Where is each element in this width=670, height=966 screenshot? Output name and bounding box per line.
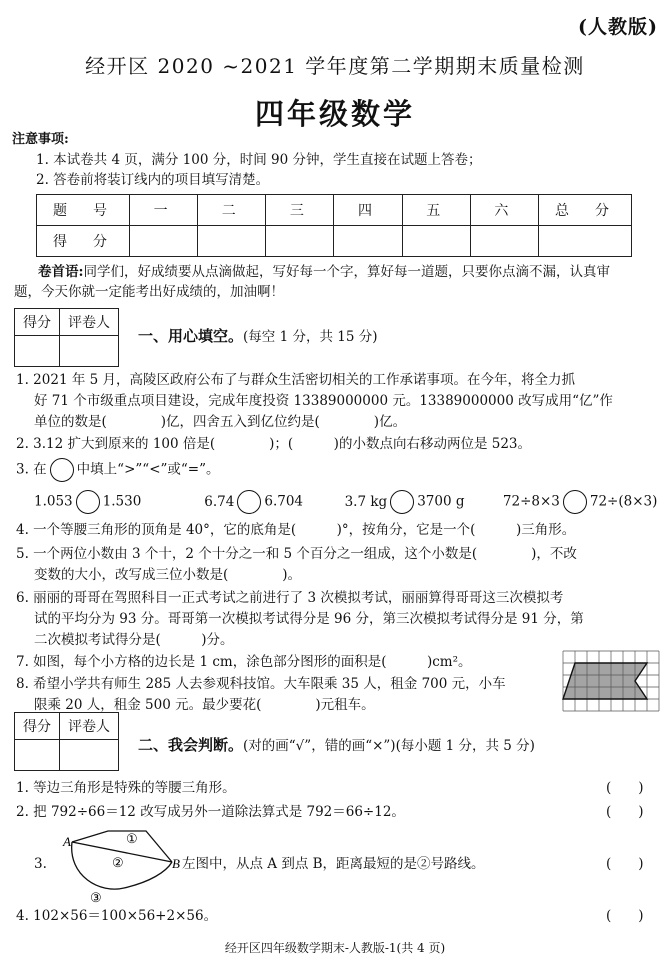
compare-right: 72÷(8×3) [589,493,658,510]
page-footer: 经开区四年级数学期末-人教版-1(共 4 页) [224,941,446,955]
score-cell-4: 四 [334,195,402,226]
q1-line-2: 好 71 个市级重点项目建设，完成年度投资 13389000000 元。13389000000 改写成用“亿”作 [34,393,613,409]
score-row-label: 得 分 [37,226,130,257]
section-2-note: (对的画“√”，错的画“×”)(每小题 1 分，共 5 分) [243,738,535,754]
section-2-title: 二、我会判断。 [138,736,244,754]
grader-score-label: 得分 [15,713,60,740]
route-1-label: ① [126,832,138,847]
grader-reviewer-label: 评卷人 [60,309,119,336]
q8-line-2: 限乘 20 人，租金 500 元。最少要花( )元租车。 [34,697,375,713]
score-table-score-row [37,226,632,257]
score-table-header-row [37,195,632,226]
compare-circle-4[interactable] [563,490,587,514]
q7-line: 7. 如图，每个小方格的边长是 1 cm，涂色部分图形的面积是( )cm²。 [16,654,472,670]
preface-label: 卷首语: [38,264,84,280]
score-table [36,194,632,257]
q6-line-3: 二次模拟考试得分是( )分。 [34,632,234,648]
q1-line-1: 1. 2021 年 5 月，高陵区政府公布了与群众生活密切相关的工作承诺事项。在今年，将全力抓 [16,372,575,388]
q2-line: 2. 3.12 扩大到原来的 100 倍是( )；( )的小数点向右移动两位是 523。 [16,436,531,452]
answer-paren-1[interactable]: ( ) [606,780,644,796]
score-cell-2: 二 [198,195,266,226]
grader-reviewer-blank[interactable] [60,336,119,367]
compare-item-1 [34,490,172,514]
compare-right: 3700 g [417,493,465,510]
preface-text: 同学们，好成绩要从点滴做起，写好每一个字，算好每一道题，只要你点滴不漏，认真审 [83,264,610,280]
compare-row [34,490,657,514]
compare-circle-1[interactable] [76,490,100,514]
grader-score-blank[interactable] [15,740,60,771]
grader-box-2 [14,712,119,771]
compare-left: 1.053 [34,493,73,510]
compare-left: 6.74 [204,493,235,510]
q3-suffix: 中填上“>”“<”或“=”。 [76,461,220,478]
q3-line [16,458,220,482]
grader-score-blank[interactable] [15,336,60,367]
compare-right: 1.530 [102,493,142,510]
point-a-label: A [63,834,71,849]
grader-reviewer-label: 评卷人 [60,713,119,740]
q3-prefix: 3. 在 [16,461,47,478]
preface-line-2: 题，今天你就一定能考出好成绩的，加油啊！ [14,284,284,300]
compare-circle-3[interactable] [390,490,414,514]
judge-q1: 1. 等边三角形是特殊的等腰三角形。 [16,780,236,796]
shaded-area-grid-figure [562,650,660,712]
q1-line-3: 单位的数是( )亿，四舍五入到亿位约是( )亿。 [34,414,407,430]
compare-item-2 [176,490,334,514]
judge-q4: 4. 102×56＝100×56+2×56。 [16,908,218,924]
shaded-shape [563,663,647,699]
score-cell-total: 总 分 [539,195,632,226]
score-cell-3: 三 [266,195,334,226]
compare-right: 6.704 [264,493,304,510]
score-cell-label: 题 号 [37,195,130,226]
score-blank[interactable] [130,226,198,257]
score-blank[interactable] [266,226,334,257]
score-blank[interactable] [470,226,538,257]
score-blank[interactable] [539,226,632,257]
score-blank[interactable] [198,226,266,257]
q5-line-2: 变数的大小，改写成三位小数是( )。 [34,567,302,583]
answer-paren-3[interactable]: ( ) [606,856,644,872]
preface-line-1 [38,262,610,282]
q6-line-1: 6. 丽丽的哥哥在驾照科目一正式考试之前进行了 3 次模拟考试，丽丽算得哥哥这三次模拟考 [16,590,564,606]
notice-heading: 注意事项: [12,132,69,147]
q8-line-1: 8. 希望小学共有师生 285 人去参观科技馆。大车限乘 35 人，租金 700 元，小车 [16,676,506,692]
answer-paren-4[interactable]: ( ) [606,908,644,924]
compare-left: 72÷8×3 [502,493,560,510]
section-2-heading [138,735,535,756]
judge-q3-number: 3. [34,856,47,872]
grader-score-label: 得分 [15,309,60,336]
q6-line-2: 试的平均分为 93 分。哥哥第一次模拟考试得分是 96 分，第三次模拟考试得分是 91 分，第 [34,611,584,627]
score-cell-5: 五 [402,195,470,226]
score-cell-1: 一 [130,195,198,226]
judge-q3: 左图中，从点 A 到点 B，距离最短的是②号路线。 [182,856,485,872]
compare-item-4 [503,490,658,514]
notice-item-2: 2. 答卷前将装订线内的项目填写清楚。 [36,172,270,188]
grader-box-1 [14,308,119,367]
edition-label: (人教版) [578,16,658,38]
route-figure [60,826,180,908]
q5-line-1: 5. 一个两位小数由 3 个十，2 个十分之一和 5 个百分之一组成，这个小数是( )，不改 [16,546,577,562]
compare-left: 3.7 kg [344,493,388,510]
exam-title: 经开区 2020 ~2021 学年度第二学期期末质量检测 [85,54,585,78]
answer-paren-2[interactable]: ( ) [606,804,644,820]
compare-item-3 [339,490,499,514]
score-cell-6: 六 [470,195,538,226]
subject-title: 四年级数学 [254,97,415,131]
point-b-label: B [172,856,180,871]
judge-q2: 2. 把 792÷66＝12 改写成另外一道除法算式是 792＝66÷12。 [16,804,405,820]
grader-reviewer-blank[interactable] [60,740,119,771]
score-blank[interactable] [334,226,402,257]
notice-item-1: 1. 本试卷共 4 页，满分 100 分，时间 90 分钟，学生直接在试题上答卷； [36,152,482,168]
section-1-heading [138,326,377,347]
route-3-label: ③ [90,891,102,906]
section-1-note: (每空 1 分，共 15 分) [243,329,378,345]
route-2-label: ② [112,856,124,871]
q4-line: 4. 一个等腰三角形的顶角是 40°，它的底角是( )°，按角分，它是一个( )三角形。 [16,522,576,538]
section-1-title: 一、用心填空。 [138,327,244,345]
circle-icon [50,458,74,482]
score-blank[interactable] [402,226,470,257]
compare-circle-2[interactable] [237,490,261,514]
